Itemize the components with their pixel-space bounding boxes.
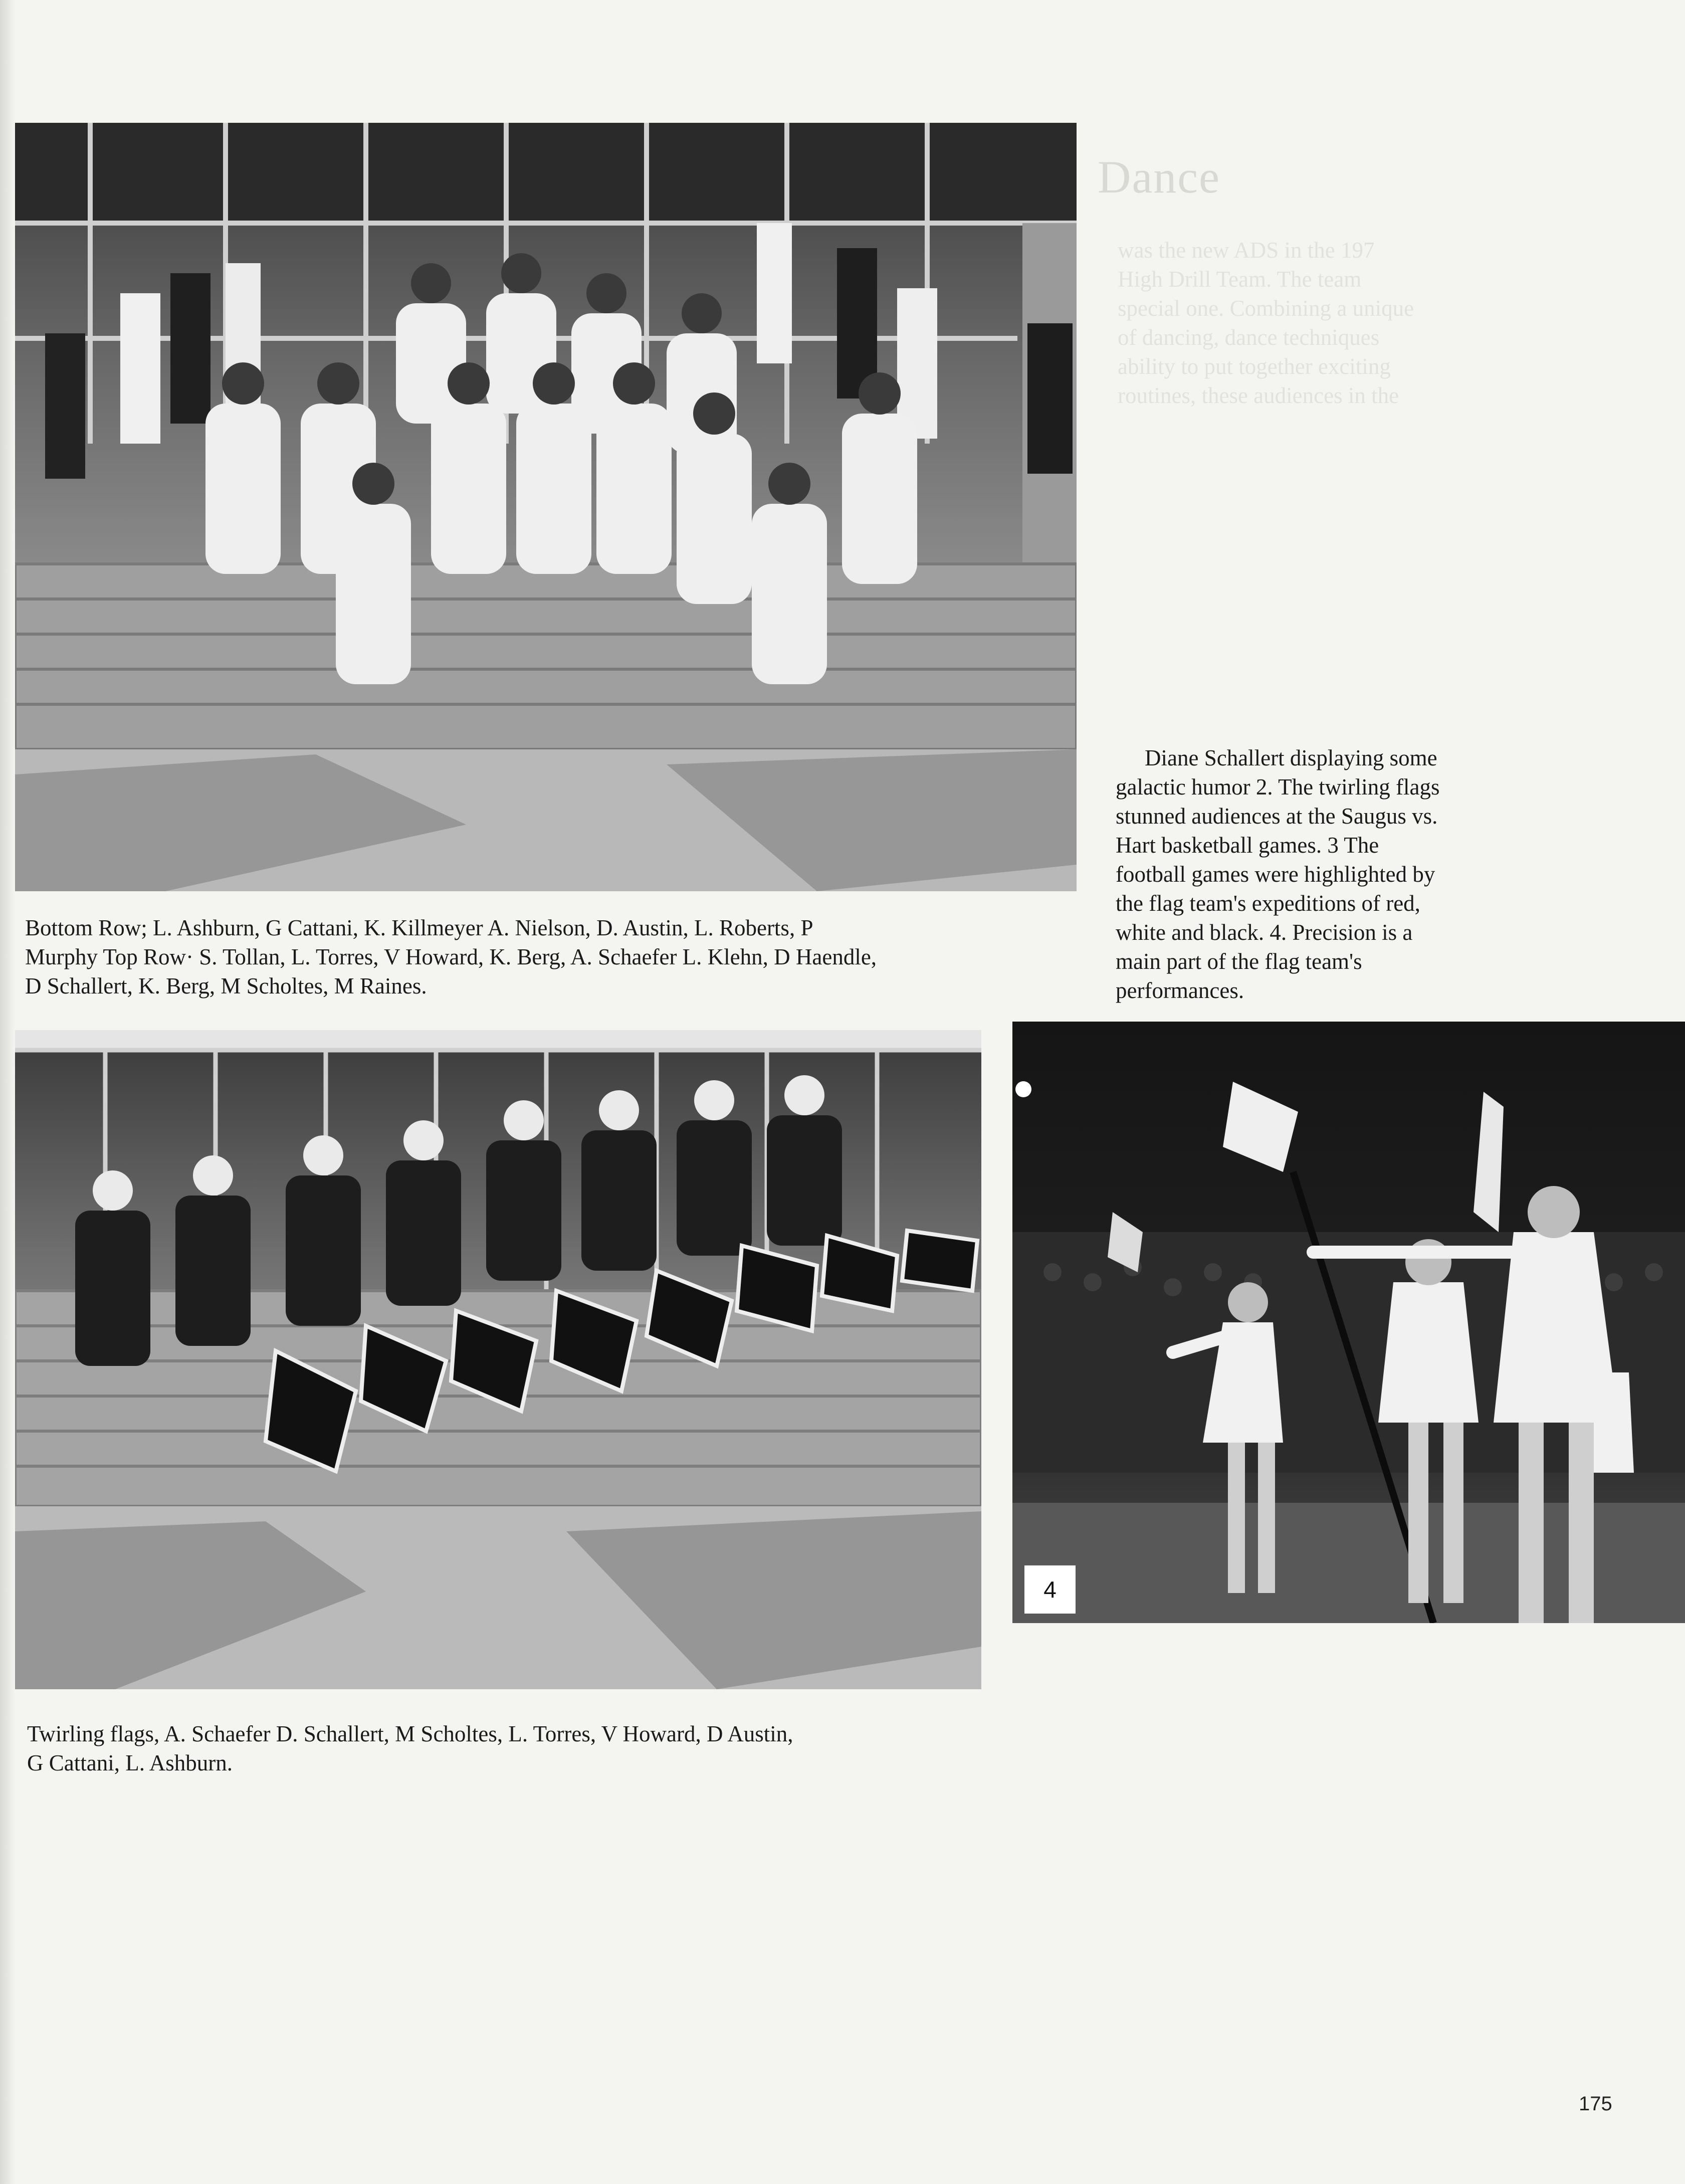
bleed-line: of dancing, dance techniques bbox=[1118, 325, 1380, 350]
caption-line: stunned audiences at the Saugus vs. bbox=[1116, 804, 1438, 829]
caption-top-photo bbox=[25, 913, 877, 1001]
caption-line: D Schallert, K. Berg, M Scholtes, M Raines. bbox=[25, 973, 427, 999]
bleed-line: routines, these audiences in the bbox=[1118, 383, 1399, 408]
photo-number-badge: 4 bbox=[1024, 1565, 1076, 1614]
caption-line: Bottom Row; L. Ashburn, G Cattani, K. Killmeyer A. Nielson, D. Austin, L. Roberts, P bbox=[25, 915, 813, 940]
bleed-line: was the new ADS in the 197 bbox=[1118, 238, 1375, 263]
bleed-through-text bbox=[1118, 236, 1414, 410]
caption-line: football games were highlighted by bbox=[1116, 862, 1435, 887]
caption-right-column bbox=[1116, 743, 1440, 1005]
caption-line: galactic humor 2. The twirling flags bbox=[1116, 774, 1440, 800]
caption-line: Murphy Top Row· S. Tollan, L. Torres, V Howard, K. Berg, A. Schaefer L. Klehn, D Haendle, bbox=[25, 944, 877, 969]
caption-line: white and black. 4. Precision is a bbox=[1116, 920, 1413, 945]
photo-flag-team-twirling-flags bbox=[15, 1030, 981, 1689]
caption-line: Diane Schallert displaying some bbox=[1145, 745, 1437, 770]
caption-line: the flag team's expeditions of red, bbox=[1116, 891, 1420, 916]
caption-line: main part of the flag team's bbox=[1116, 949, 1362, 974]
caption-bottom-left-photo bbox=[27, 1719, 793, 1777]
photo-flag-team-football-game bbox=[1012, 1022, 1685, 1623]
bleed-line: High Drill Team. The team bbox=[1118, 267, 1362, 292]
caption-line: performances. bbox=[1116, 978, 1244, 1003]
photo-flag-team-white-uniforms bbox=[15, 123, 1077, 891]
caption-line: Hart basketball games. 3 The bbox=[1116, 833, 1379, 858]
bleed-line: special one. Combining a unique bbox=[1118, 296, 1414, 321]
page-number: 175 bbox=[1579, 2093, 1612, 2115]
bleed-line: ability to put together exciting bbox=[1118, 354, 1391, 379]
caption-line: G Cattani, L. Ashburn. bbox=[27, 1750, 233, 1775]
page-binding-shadow bbox=[0, 0, 15, 2184]
caption-line: Twirling flags, A. Schaefer D. Schallert, M Scholtes, L. Torres, V Howard, D Austin, bbox=[27, 1721, 793, 1746]
bleed-through-heading: Dance bbox=[1098, 151, 1220, 203]
